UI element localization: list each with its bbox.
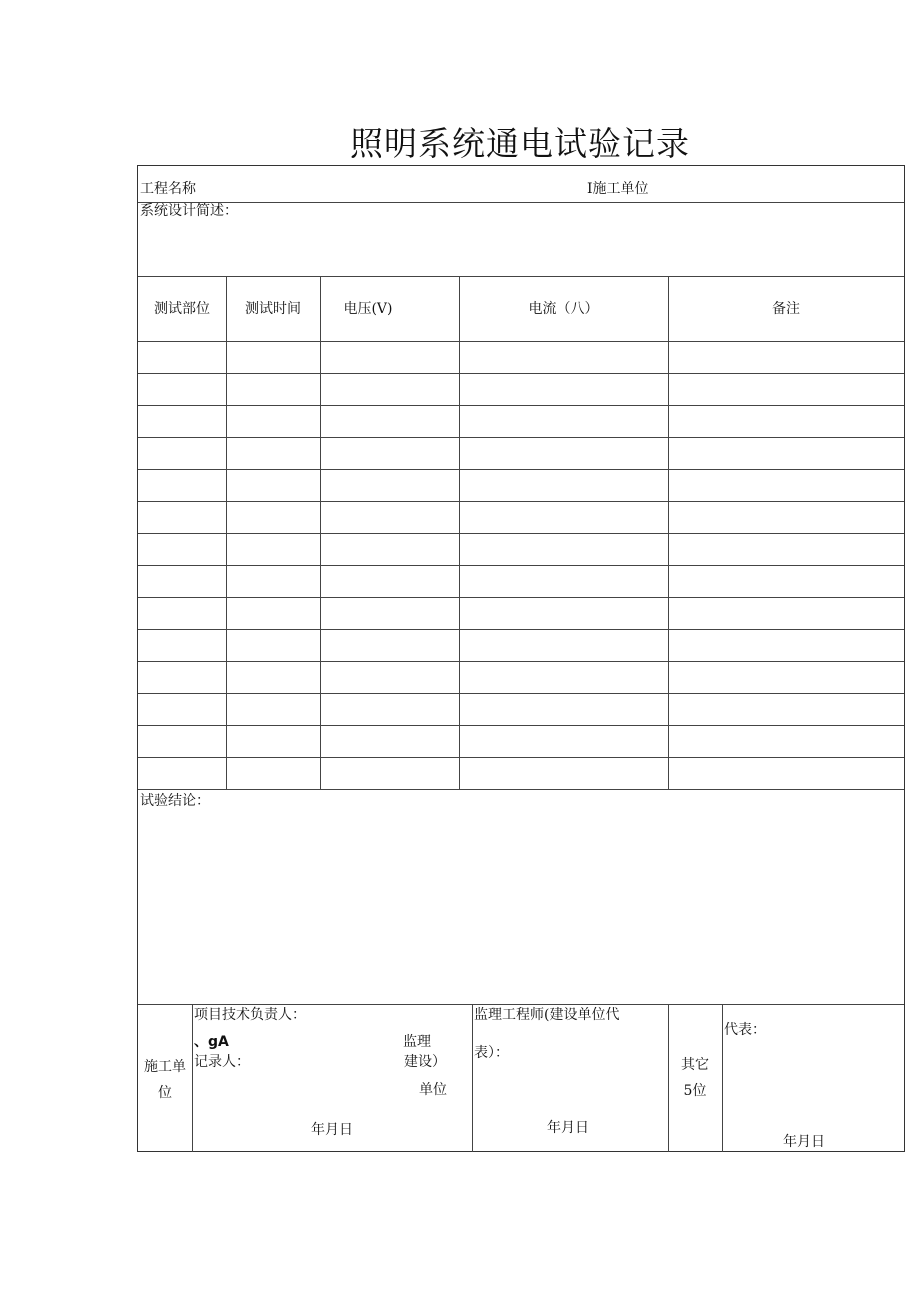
page-title: 照明系统通电试验记录 xyxy=(350,124,690,163)
system-design-label: 系统设计简述： xyxy=(140,203,238,219)
divider xyxy=(138,202,904,203)
supervision-text-2: 建设） xyxy=(404,1054,446,1070)
supervision-text-1: 监理 xyxy=(403,1034,431,1050)
divider xyxy=(138,1004,904,1005)
table-row xyxy=(138,725,904,726)
table-row xyxy=(138,469,904,470)
tech-lead-label: 项目技术负责人： xyxy=(194,1007,306,1023)
date-left: 年月日 xyxy=(311,1122,353,1138)
column-divider xyxy=(459,276,460,790)
column-header: 电流（八） xyxy=(528,301,599,317)
table-row xyxy=(138,565,904,566)
supervision-text-3: 单位 xyxy=(419,1082,447,1098)
table-row xyxy=(138,629,904,630)
ga-mark: 、gA xyxy=(194,1034,229,1050)
table-row xyxy=(138,533,904,534)
column-divider xyxy=(320,276,321,790)
divider xyxy=(138,341,904,342)
table-row xyxy=(138,661,904,662)
table-row xyxy=(138,437,904,438)
engineer-label: 监理工程师(建设单位代 xyxy=(474,1007,620,1023)
column-divider xyxy=(472,1004,473,1152)
conclusion-label: 试验结论： xyxy=(140,793,210,809)
table-row xyxy=(138,693,904,694)
column-divider xyxy=(192,1004,193,1152)
construction-unit-sign-label-2: 位 xyxy=(158,1085,172,1101)
record-form xyxy=(137,165,905,1152)
representative-label: 代表： xyxy=(724,1022,766,1038)
construction-unit-label: I施工单位 xyxy=(587,181,649,197)
table-row xyxy=(138,501,904,502)
column-divider xyxy=(668,1004,669,1152)
other-label-2: 5位 xyxy=(683,1083,707,1099)
column-divider xyxy=(722,1004,723,1152)
divider xyxy=(138,276,904,277)
other-label: 其它 xyxy=(681,1057,709,1073)
project-name-label: 工程名称 xyxy=(140,181,196,197)
date-right: 年月日 xyxy=(783,1134,825,1150)
construction-unit-sign-label: 施工单 xyxy=(144,1059,186,1075)
column-header: 测试部位 xyxy=(154,301,210,317)
column-header: 测试时间 xyxy=(245,301,301,317)
table-row xyxy=(138,597,904,598)
column-header: 电压(V) xyxy=(343,301,393,317)
column-divider xyxy=(668,276,669,790)
table-row xyxy=(138,405,904,406)
table-row xyxy=(138,373,904,374)
date-mid: 年月日 xyxy=(547,1120,589,1136)
engineer-label-2: 表）： xyxy=(474,1045,509,1061)
column-divider xyxy=(226,276,227,790)
recorder-label: 记录人： xyxy=(194,1054,250,1070)
table-row xyxy=(138,757,904,758)
table-row xyxy=(138,789,904,790)
column-header: 备注 xyxy=(772,301,800,317)
